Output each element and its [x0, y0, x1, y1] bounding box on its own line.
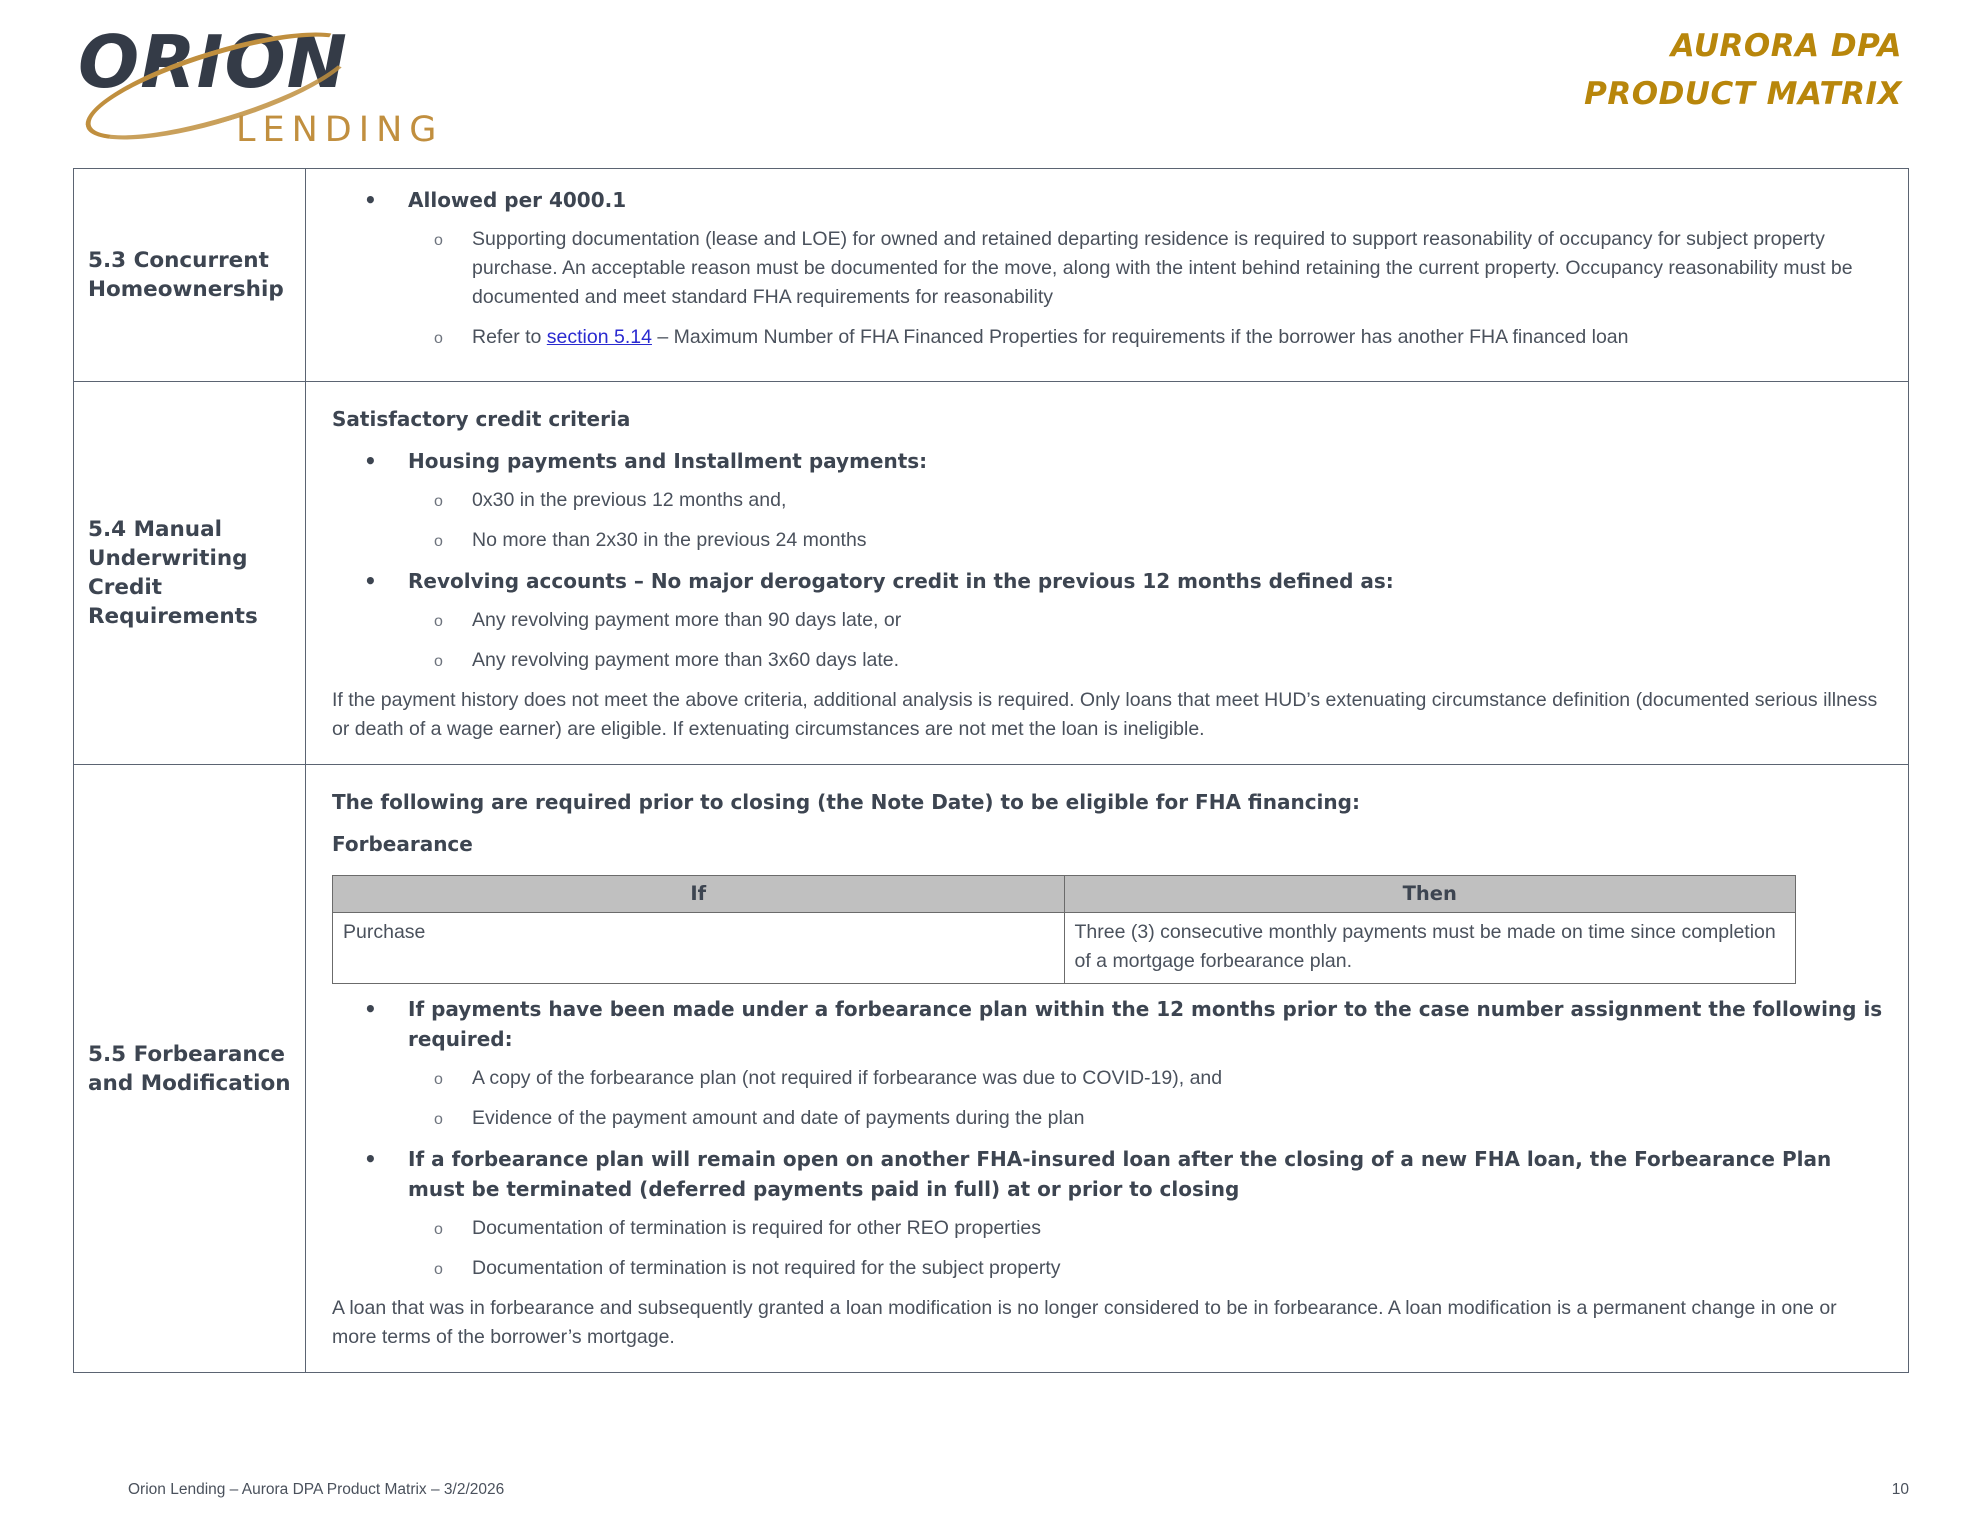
list-item-label: If a forbearance plan will remain open on another FHA-insured loan after the closing of a new FHA loan, the Forbearance Plan must be terminated (deferred payments paid in full) at or prior to closing [408, 1147, 1832, 1201]
cell-then-purchase: Three (3) consecutive monthly payments must be made on time since completion of a mortgage forbearance plan. [1064, 913, 1796, 984]
product-matrix-table [73, 168, 1909, 1373]
page-header [0, 0, 1980, 168]
bullet-list-level1 [330, 994, 1884, 1283]
satisfactory-credit-criteria-heading: Satisfactory credit criteria [332, 407, 631, 431]
bullet-list-level2 [408, 486, 1884, 555]
list-item [330, 994, 1884, 1133]
forbearance-requirements-heading: The following are required prior to closing (the Note Date) to be eligible for FHA financing: [332, 790, 1360, 814]
bullet-list-level1 [330, 446, 1884, 675]
section-body-5-5 [306, 765, 1909, 1373]
list-item-label-suffix: – Maximum Number of FHA Financed Properties for requirements if the borrower has another FHA financed loan [651, 326, 1629, 348]
list-item [408, 1214, 1884, 1243]
table-row [74, 382, 1909, 765]
section-body-5-4 [306, 382, 1909, 765]
list-item [408, 323, 1884, 352]
list-item [408, 606, 1884, 635]
list-item-label: Supporting documentation (lease and LOE) for owned and retained departing residence is required to support reasonability of occupancy for subject property purchase. An acceptable reason must be documented for the move, along with the intent behind retaining the current property. Occupancy reasonability must be documented and meet standard FHA requirements for reasonability [472, 228, 1853, 308]
orion-lending-logo [78, 16, 444, 156]
list-item [330, 566, 1884, 675]
list-item-label: Evidence of the payment amount and date of payments during the plan [472, 1107, 1085, 1129]
list-item-label: 0x30 in the previous 12 months and, [472, 489, 787, 511]
section-5-4-closing-paragraph: If the payment history does not meet the above criteria, additional analysis is required. Only loans that meet HUD’s extenuating circumstance definition (documented serious illness or death of a wage earner) are eligible. If extenuating circumstances are not met the loan is ineligible. [332, 689, 1878, 740]
section-label-5-4: 5.4 Manual Underwriting Credit Requirements [74, 382, 306, 765]
list-item-label: Any revolving payment more than 90 days late, or [472, 609, 902, 631]
list-item [408, 1064, 1884, 1093]
bullet-list-level2 [408, 1214, 1884, 1283]
list-item-label: If payments have been made under a forbearance plan within the 12 months prior to the case number assignment the following is required: [408, 997, 1883, 1051]
section-label-5-5: 5.5 Forbearance and Modification [74, 765, 306, 1373]
column-header-if: If [333, 876, 1065, 913]
circle-bullet-icon: o [434, 613, 443, 630]
disc-bullet-icon: • [364, 1147, 377, 1171]
table-header-row [333, 876, 1796, 913]
if-then-table [332, 875, 1796, 984]
circle-bullet-icon: o [434, 330, 443, 347]
list-item-label: Documentation of termination is required for other REO properties [472, 1217, 1042, 1239]
list-item-label: Allowed per 4000.1 [408, 188, 627, 212]
list-item [330, 446, 1884, 555]
footer-document-info: Orion Lending – Aurora DPA Product Matrix – 3/2/2026 [128, 1481, 505, 1498]
disc-bullet-icon: • [364, 569, 377, 593]
logo-orion-text: ORION [78, 20, 348, 104]
list-item [408, 646, 1884, 675]
section-body-5-3 [306, 169, 1909, 382]
table-row [74, 169, 1909, 382]
list-item [408, 526, 1884, 555]
circle-bullet-icon: o [434, 232, 443, 249]
list-item [330, 185, 1884, 352]
list-item-label: Housing payments and Installment payments: [408, 449, 928, 473]
list-item [408, 225, 1884, 312]
circle-bullet-icon: o [434, 1071, 443, 1088]
list-item-label: A copy of the forbearance plan (not required if forbearance was due to COVID-19), and [472, 1067, 1223, 1089]
table-row [74, 765, 1909, 1373]
list-item-label: Revolving accounts – No major derogatory credit in the previous 12 months defined as: [408, 569, 1394, 593]
forbearance-subheading: Forbearance [332, 832, 473, 856]
list-item [408, 1104, 1884, 1133]
circle-bullet-icon: o [434, 1261, 443, 1278]
list-item-label-prefix: Refer to [472, 326, 547, 348]
circle-bullet-icon: o [434, 493, 443, 510]
circle-bullet-icon: o [434, 653, 443, 670]
column-header-then: Then [1064, 876, 1796, 913]
section-5-14-link[interactable]: section 5.14 [546, 326, 652, 348]
logo-wordmark-wrap [78, 16, 418, 108]
disc-bullet-icon: • [364, 449, 377, 473]
disc-bullet-icon: • [364, 188, 377, 212]
page-footer [73, 1478, 1909, 1508]
list-item-label: No more than 2x30 in the previous 24 months [472, 529, 867, 551]
circle-bullet-icon: o [434, 1111, 443, 1128]
circle-bullet-icon: o [434, 533, 443, 550]
bullet-list-level2 [408, 1064, 1884, 1133]
document-title [1584, 22, 1902, 118]
cell-if-purchase: Purchase [333, 913, 1065, 984]
disc-bullet-icon: • [364, 997, 377, 1021]
bullet-list-level2 [408, 225, 1884, 352]
logo-lending-text: LENDING [236, 110, 444, 150]
section-label-5-3: 5.3 Concurrent Homeownership [74, 169, 306, 382]
bullet-list-level2 [408, 606, 1884, 675]
footer-page-number: 10 [1891, 1481, 1909, 1498]
list-item-label: Documentation of termination is not required for the subject property [472, 1257, 1061, 1279]
table-row [333, 913, 1796, 984]
document-title-line1: AURORA DPA [1670, 28, 1902, 64]
document-title-line2: PRODUCT MATRIX [1584, 76, 1902, 112]
list-item-label: Any revolving payment more than 3x60 days late. [472, 649, 900, 671]
list-item [408, 1254, 1884, 1283]
list-item [330, 1144, 1884, 1283]
circle-bullet-icon: o [434, 1221, 443, 1238]
section-5-5-closing-paragraph: A loan that was in forbearance and subsequently granted a loan modification is no longer considered to be in forbearance. A loan modification is a permanent change in one or more terms of the borrower’s mortgage. [332, 1297, 1837, 1348]
bullet-list-level1 [330, 185, 1884, 352]
list-item [408, 486, 1884, 515]
